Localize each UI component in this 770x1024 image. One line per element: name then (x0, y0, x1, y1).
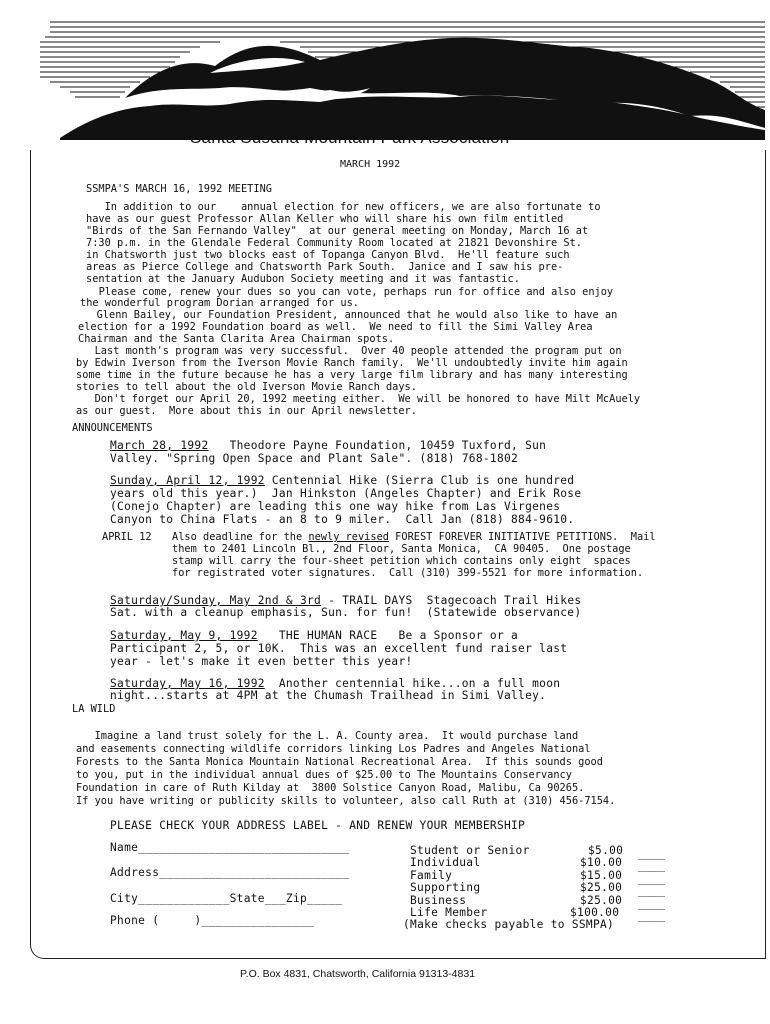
tier-price: $100.00 (570, 906, 620, 919)
tier-checkbox-line[interactable]: ____ (638, 897, 665, 910)
address-field[interactable]: Address___________________________ (110, 866, 350, 879)
meeting-line: In addition to our annual election for new officers, we are also fortunate to (86, 201, 601, 213)
announcement-date: Saturday, May 9, 1992 (110, 629, 258, 642)
tier-label: Supporting (410, 881, 481, 894)
announcement-text: year - let's make it even better this year! (110, 655, 413, 668)
meeting-line: Glenn Bailey, our Foundation President, announced that he would also like to have an (78, 309, 618, 321)
april12-text: stamp will carry the four-sheet petition which contains only eight spaces (172, 555, 631, 567)
checks-note: (Make checks payable to SSMPA) (403, 918, 615, 931)
tier-label: Student or Senior (410, 844, 530, 857)
phone-label: Phone ( ) (110, 914, 202, 927)
meeting-line: areas as Pierce College and Chatsworth Park South. Janice and I saw his pre- (86, 261, 564, 273)
announcement-text: Valley. "Spring Open Space and Plant Sale". (818) 768-1802 (110, 452, 519, 465)
tier-price: $25.00 (580, 881, 623, 894)
april12-label: APRIL 12 (102, 531, 152, 543)
membership-heading: PLEASE CHECK YOUR ADDRESS LABEL - AND RENEW YOUR MEMBERSHIP (110, 819, 526, 832)
announcement-date: Saturday/Sunday, May 2nd & 3rd (110, 594, 322, 607)
announcement-item (110, 440, 546, 451)
tier-checkbox-line[interactable]: ____ (638, 884, 665, 897)
tier-price: $5.00 (588, 844, 624, 857)
tier-price: $25.00 (580, 894, 623, 907)
announcement-item (110, 475, 574, 486)
tier-price: $15.00 (580, 869, 623, 882)
meeting-line: stories to tell about the old Iverson Movie Ranch days. (76, 381, 417, 393)
la-wild-line: If you have writing or publicity skills to volunteer, also call Ruth at (310) 456-7154. (76, 795, 616, 807)
april12-text: for registrated voter signatures. Call (310) 399-5521 for more information. (172, 567, 644, 579)
announcement-text: Participant 2, 5, or 10K. This was an excellent fund raiser last (110, 642, 568, 655)
meeting-line: by Edwin Iverson from the Iverson Movie Ranch family. We'll undoubtedly invite him again (76, 357, 628, 369)
announcement-text: (Conejo Chapter) are leading this one way hike from Las Virgenes (110, 500, 561, 513)
announcement-item (110, 630, 518, 641)
meeting-line: Don't forget our April 20, 1992 meeting either. We will be honored to have Milt McAuely (76, 393, 641, 405)
tier-price: $10.00 (580, 856, 623, 869)
meeting-line: 7:30 p.m. in the Glendale Federal Community Room located at 21821 Devonshire St. (86, 237, 582, 249)
tier-label: Individual (410, 856, 481, 869)
april12-emphasis: newly revised (308, 531, 389, 543)
meeting-line: have as our guest Professor Allan Keller who will share his own film entitled (86, 213, 564, 225)
announcement-item (110, 595, 581, 606)
announcement-item (110, 678, 560, 689)
announcement-date: Sunday, April 12, 1992 (110, 474, 265, 487)
tier-checkbox-line[interactable]: ____ (638, 909, 665, 922)
announcement-text: Sat. with a cleanup emphasis, Sun. for fun! (Statewide observance) (110, 606, 582, 619)
address-label: Address (110, 866, 160, 879)
state-label: State (229, 892, 265, 905)
meeting-line: "Birds of the San Fernando Valley" at our general meeting on Monday, March 16 at (86, 225, 589, 237)
announcement-text: - TRAIL DAYS Stagecoach Trail Hikes (321, 594, 582, 607)
april12-text-start: Also deadline for the (172, 531, 309, 543)
tier-label: Life Member (410, 906, 488, 919)
la-wild-heading: LA WILD (72, 703, 116, 715)
tier-label: Family (410, 869, 453, 882)
name-field[interactable]: Name______________________________ (110, 841, 350, 854)
meeting-line: election for a 1992 Foundation board as well. We need to fill the Simi Valley Area (78, 321, 593, 333)
meeting-line: some time in the future because he has a very large film library and has many interesting (76, 369, 628, 381)
tier-label: Business (410, 894, 467, 907)
meeting-line: Please come, renew your dues so you can vote, perhaps run for office and also enjoy (80, 286, 614, 298)
announcement-date: March 28, 1992 (110, 439, 209, 452)
meeting-line: the wonderful program Dorian arranged for us. (80, 297, 359, 309)
announcement-text: THE HUMAN RACE Be a Sponsor or a (257, 629, 519, 642)
tier-checkbox-line[interactable]: ____ (638, 859, 665, 872)
announcement-text: Centennial Hike (Sierra Club is one hundred (264, 474, 575, 487)
la-wild-line: Forests to the Santa Monica Mountain National Recreational Area. If this sounds good (76, 756, 603, 768)
april12-text (172, 532, 656, 542)
phone-field[interactable]: Phone ( )________________ (110, 914, 315, 927)
announcements-heading: ANNOUNCEMENTS (72, 422, 153, 434)
announcement-date: Saturday, May 16, 1992 (110, 677, 265, 690)
name-label: Name (110, 841, 139, 854)
la-wild-line: Imagine a land trust solely for the L. A. County area. It would purchase land (76, 730, 579, 742)
meeting-line: sentation at the January Audubon Society meeting and it was fantastic. (86, 273, 520, 285)
footer-address: P.O. Box 4831, Chatsworth, California 91313-4831 (240, 968, 476, 980)
tier-checkbox-line[interactable]: ____ (638, 847, 665, 860)
meeting-line: in Chatsworth just two blocks east of Topanga Canyon Blvd. He'll feature such (86, 249, 570, 261)
april12-text-end: FOREST FOREVER INITIATIVE PETITIONS. Mail (388, 531, 656, 543)
april12-text: them to 2401 Lincoln Bl., 2nd Floor, Santa Monica, CA 90405. One postage (172, 543, 631, 555)
issue-date: MARCH 1992 (340, 159, 401, 170)
la-wild-line: to you, put in the individual annual dues of $25.00 to The Mountains Conservancy (76, 769, 572, 781)
meeting-line: as our guest. More about this in our April newsletter. (76, 405, 417, 417)
zip-label: Zip (285, 892, 308, 905)
la-wild-line: Foundation in care of Ruth Kilday at 3800 Solstice Canyon Road, Malibu, Ca 90265. (76, 782, 585, 794)
city-label: City (110, 892, 139, 905)
la-wild-line: and easements connecting wildlife corridors linking Los Padres and Angeles National (76, 743, 591, 755)
announcement-text: Another centennial hike...on a full moon (264, 677, 561, 690)
announcement-text: Canyon to China Flats - an 8 to 9 miler. Call Jan (818) 884-9610. (110, 513, 575, 526)
city-state-zip-field[interactable]: City_____________State___Zip_____ (110, 892, 343, 905)
organization-title: Santa Susana Mountain Park Association (190, 128, 510, 147)
meeting-heading: SSMPA'S MARCH 16, 1992 MEETING (86, 183, 272, 195)
meeting-line: Chairman and the Santa Clarita Area Chairman spots. (78, 333, 395, 345)
meeting-line: Last month's program was very successful. Over 40 people attended the program put on (76, 345, 622, 357)
announcement-text: night...starts at 4PM at the Chumash Trailhead in Simi Valley. (110, 689, 547, 702)
tier-checkbox-line[interactable]: ____ (638, 872, 665, 885)
announcement-text: years old this year.) Jan Hinkston (Angeles Chapter) and Erik Rose (110, 487, 582, 500)
announcement-text: Theodore Payne Foundation, 10459 Tuxford, Sun (208, 439, 547, 452)
